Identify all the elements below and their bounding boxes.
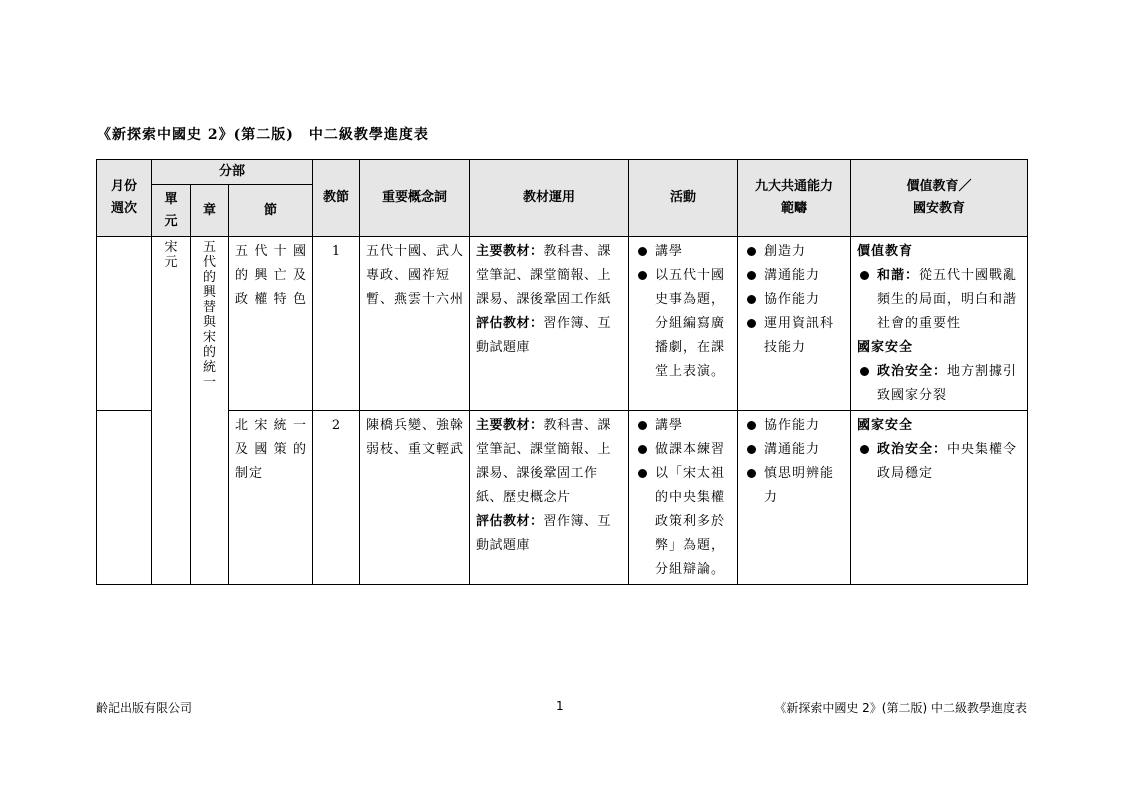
header-abilities: 九大共通能力 範疇	[738, 160, 851, 237]
values-cell: 價值教育 和諧：從五代十國戰亂 頻生的局面，明白和諧 社會的重要性 國家安全 政治安全：地方割據引 致國家分裂	[851, 237, 1028, 411]
teaching-schedule-table	[96, 159, 1028, 585]
list-item: 做課本練習	[635, 438, 732, 462]
materials-cell: 主要教材：教科書、課 堂筆記、課堂簡報、上 課易、課後鞏固工作 紙、歷史概念片 評估教材：習作簿、互 動試題庫	[470, 411, 629, 585]
list-item: 以五代十國 史事為題， 分組編寫廣 播劇，在課 堂上表演。	[635, 264, 732, 384]
table-row	[97, 411, 1028, 585]
list-item: 創造力	[744, 240, 845, 264]
section-cell: 北宋統一 及國策的 制定	[229, 411, 313, 585]
header-materials: 教材運用	[470, 160, 629, 237]
abilities-cell	[738, 237, 851, 411]
list-item: 和諧：從五代十國戰亂 頻生的局面，明白和諧 社會的重要性	[857, 264, 1022, 336]
header-month-week: 月份 週次	[97, 160, 152, 237]
header-chapter: 章	[191, 185, 229, 237]
header-activities: 活動	[629, 160, 738, 237]
concepts-cell: 陳橋兵變、強榦 弱枝、重文輕武	[360, 411, 470, 585]
lessons-cell: 1	[313, 237, 360, 411]
lessons-cell: 2	[313, 411, 360, 585]
list-item: 以「宋太祖 的中央集權 政策利多於 弊」為題， 分組辯論。	[635, 462, 732, 582]
list-item: 慎思明辨能 力	[744, 462, 845, 510]
abilities-cell	[738, 411, 851, 585]
month-week-cell	[97, 237, 152, 411]
list-item: 講學	[635, 240, 732, 264]
month-week-cell	[97, 411, 152, 585]
chapter-cell: 五 代 的 興 替 與 宋 的 統 一	[191, 237, 229, 585]
list-item: 協作能力	[744, 288, 845, 312]
list-item: 協作能力	[744, 414, 845, 438]
concepts-cell: 五代十國、武人 專政、國祚短 暫、燕雲十六州	[360, 237, 470, 411]
footer-page-number: 1	[556, 699, 564, 713]
header-values: 價值教育／ 國安教育	[851, 160, 1028, 237]
section-cell: 五代十國 的興亡及 政權特色	[229, 237, 313, 411]
list-item: 政治安全：地方割據引 致國家分裂	[857, 360, 1022, 408]
header-concepts: 重要概念詞	[360, 160, 470, 237]
document-title: 《新探索中國史 2》(第二版) 中二級教學進度表	[97, 127, 429, 143]
activities-cell	[629, 411, 738, 585]
header-section: 節	[229, 185, 313, 237]
list-item: 溝通能力	[744, 264, 845, 288]
table-row	[97, 237, 1028, 411]
list-item: 溝通能力	[744, 438, 845, 462]
header-unit: 單 元	[152, 185, 191, 237]
header-lessons: 教節	[313, 160, 360, 237]
list-item: 運用資訊科 技能力	[744, 312, 845, 360]
header-division: 分部	[152, 160, 313, 185]
unit-cell: 宋 元	[152, 237, 191, 585]
activities-cell	[629, 237, 738, 411]
values-cell: 國家安全 政治安全：中央集權令 政局穩定	[851, 411, 1028, 585]
list-item: 講學	[635, 414, 732, 438]
footer-document-name: 《新探索中國史 2》(第二版) 中二級教學進度表	[774, 701, 1027, 715]
materials-cell: 主要教材：教科書、課 堂筆記、課堂簡報、上 課易、課後鞏固工作紙 評估教材：習作簿、互 動試題庫	[470, 237, 629, 411]
list-item: 政治安全：中央集權令 政局穩定	[857, 438, 1022, 486]
footer-publisher: 齡記出版有限公司	[96, 701, 193, 715]
